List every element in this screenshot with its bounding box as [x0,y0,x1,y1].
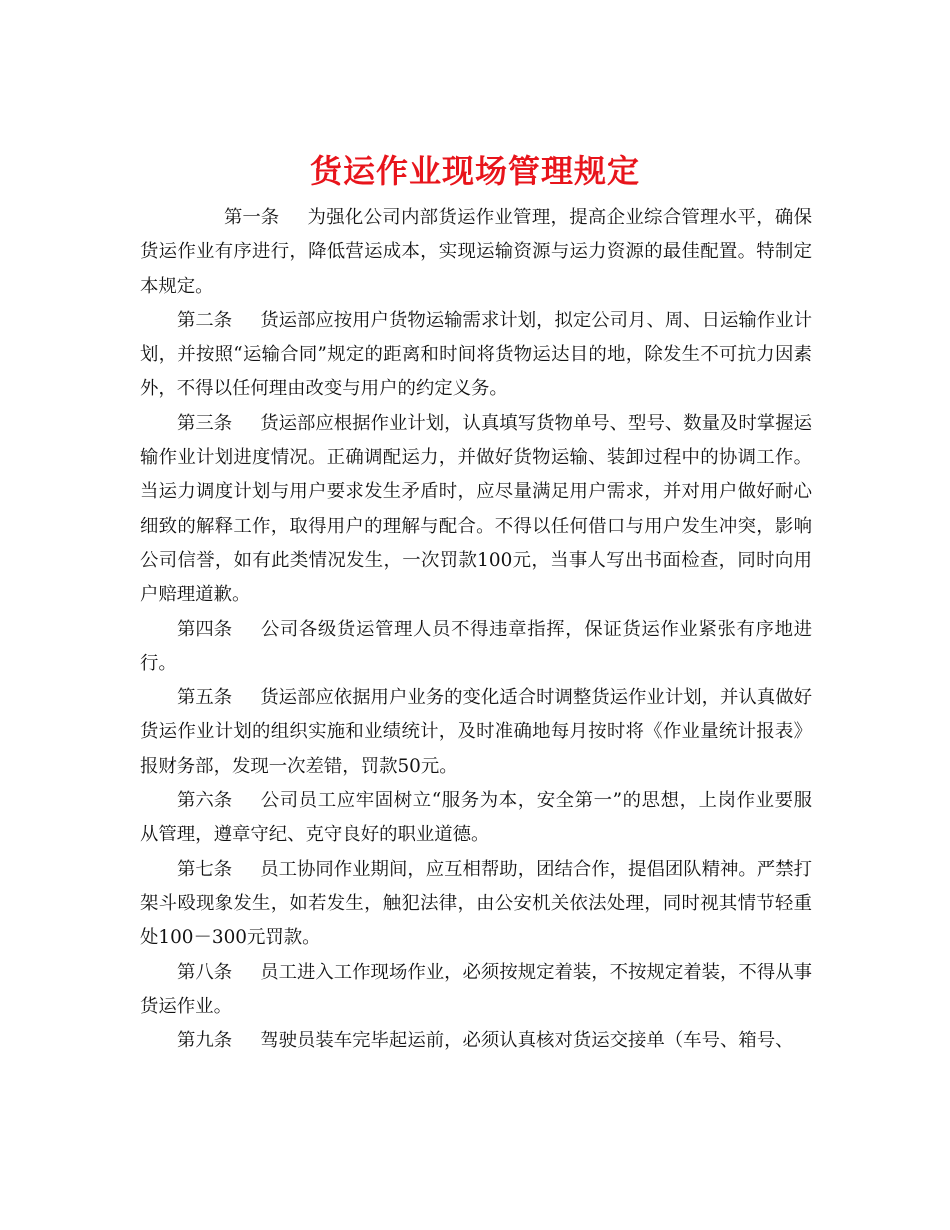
article-text: 公司各级货运管理人员不得违章指挥，保证货运作业紧张有序地进行。 [140,618,812,674]
article-text: 员工进入工作现场作业，必须按规定着装，不按规定着装，不得从事货运作业。 [140,961,812,1017]
article-label: 第八条 [177,961,233,983]
article-6 [140,784,812,853]
article-7 [140,853,812,956]
article-text: 货运部应按用户货物运输需求计划，拟定公司月、周、日运输作业计划，并按照“运输合同”规定的距离和时间将货物运达目的地，除发生不可抗力因素外，不得以任何理由改变与用户的约定义务。 [140,309,812,400]
article-text: 员工协同作业期间，应互相帮助，团结合作，提倡团队精神。严禁打架斗殴现象发生，如若发生，触犯法律，由公安机关依法处理，同时视其情节轻重处100－300元罚款。 [140,858,812,949]
article-text: 为强化公司内部货运作业管理，提高企业综合管理水平，确保货运作业有序进行，降低营运成本，实现运输资源与运力资源的最佳配置。特制定本规定。 [140,207,812,297]
article-label: 第九条 [177,1030,233,1052]
article-5 [140,681,812,784]
document-title: 货运作业现场管理规定 [309,152,640,191]
article-3 [140,407,812,613]
article-9 [140,1024,812,1058]
article-text: 公司员工应牢固树立“服务为本，安全第一”的思想，上岗作业要服从管理，遵章守纪、克守良好的职业道德。 [140,790,812,846]
article-1 [140,201,812,304]
article-label: 第三条 [177,412,233,434]
article-label: 第七条 [177,858,233,880]
article-2 [140,304,812,407]
article-text: 驾驶员装车完毕起运前，必须认真核对货运交接单（车号、箱号、 [260,1030,794,1052]
article-label: 第一条 [224,207,280,228]
article-4 [140,613,812,682]
article-text: 货运部应依据用户业务的变化适合时调整货运作业计划，并认真做好货运作业计划的组织实施和业绩统计，及时准确地每月按时将《作业量统计报表》报财务部，发现一次差错，罚款50元。 [140,687,812,777]
document-body [140,201,812,1058]
article-text: 货运部应根据作业计划，认真填写货物单号、型号、数量及时掌握运输作业计划进度情况。正确调配运力，并做好货物运输、装卸过程中的协调工作。当运力调度计划与用户要求发生矛盾时，应尽量满足用户需求，并对用户做好耐心细致的解释工作，取得用户的理解与配合。不得以任何借口与用户发生冲突，影响公司信誉，如有此类情况发生，一次罚款100元，当事人写出书面检查，同时向用户赔理道歉。 [140,412,812,606]
article-label: 第五条 [177,687,233,709]
article-label: 第二条 [177,309,233,331]
article-8 [140,956,812,1025]
article-label: 第六条 [177,790,233,812]
article-label: 第四条 [177,618,233,640]
